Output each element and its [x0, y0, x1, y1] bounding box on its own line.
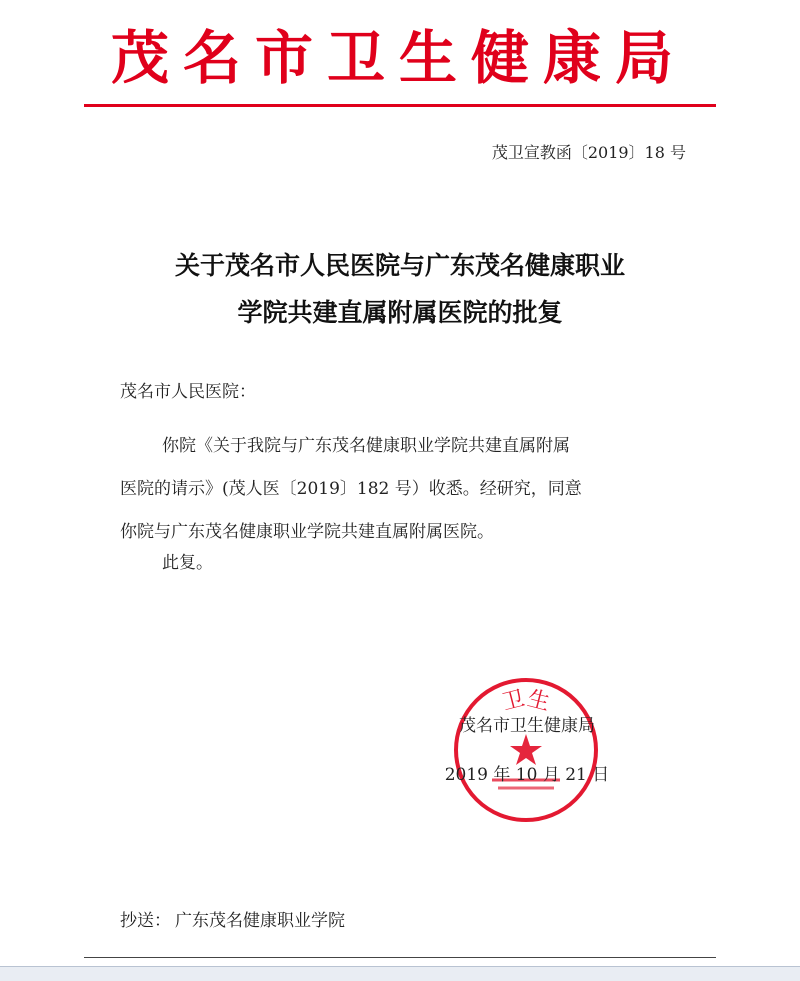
- agency-masthead: 茂名市卫生健康局: [110, 24, 687, 92]
- title-line-2: 学院共建直属附属医院的批复: [237, 298, 563, 327]
- closing-phrase: 此复。: [162, 553, 213, 573]
- signing-organization: 茂名市卫生健康局: [459, 716, 595, 736]
- official-seal: [452, 676, 600, 824]
- footer-rule: [84, 957, 716, 958]
- body-line-3: 你院与广东茂名健康职业学院共建直属附属医院。: [120, 522, 494, 542]
- title-line-1: 关于茂名市人民医院与广东茂名健康职业: [174, 251, 625, 280]
- body-paragraph: [120, 425, 688, 554]
- window-bottom-bar: [0, 966, 800, 981]
- document-number: 茂卫宣教函〔2019〕18 号: [491, 143, 686, 162]
- signing-date: 2019 年 10 月 21 日: [444, 765, 610, 785]
- addressee: 茂名市人民医院：: [120, 382, 256, 402]
- cc-recipient: 广东茂名健康职业学院: [175, 911, 345, 931]
- document-title: [90, 242, 710, 336]
- seal-text: 卫生: [499, 686, 553, 716]
- body-line-2: 医院的请示》(茂人医〔2019〕182 号）收悉。经研究，同意: [120, 479, 582, 499]
- red-header-rule: [84, 104, 716, 107]
- cc-label: 抄送：: [120, 911, 171, 931]
- cc-line: [120, 906, 345, 931]
- body-line-1: 你院《关于我院与广东茂名健康职业学院共建直属附属: [162, 436, 570, 456]
